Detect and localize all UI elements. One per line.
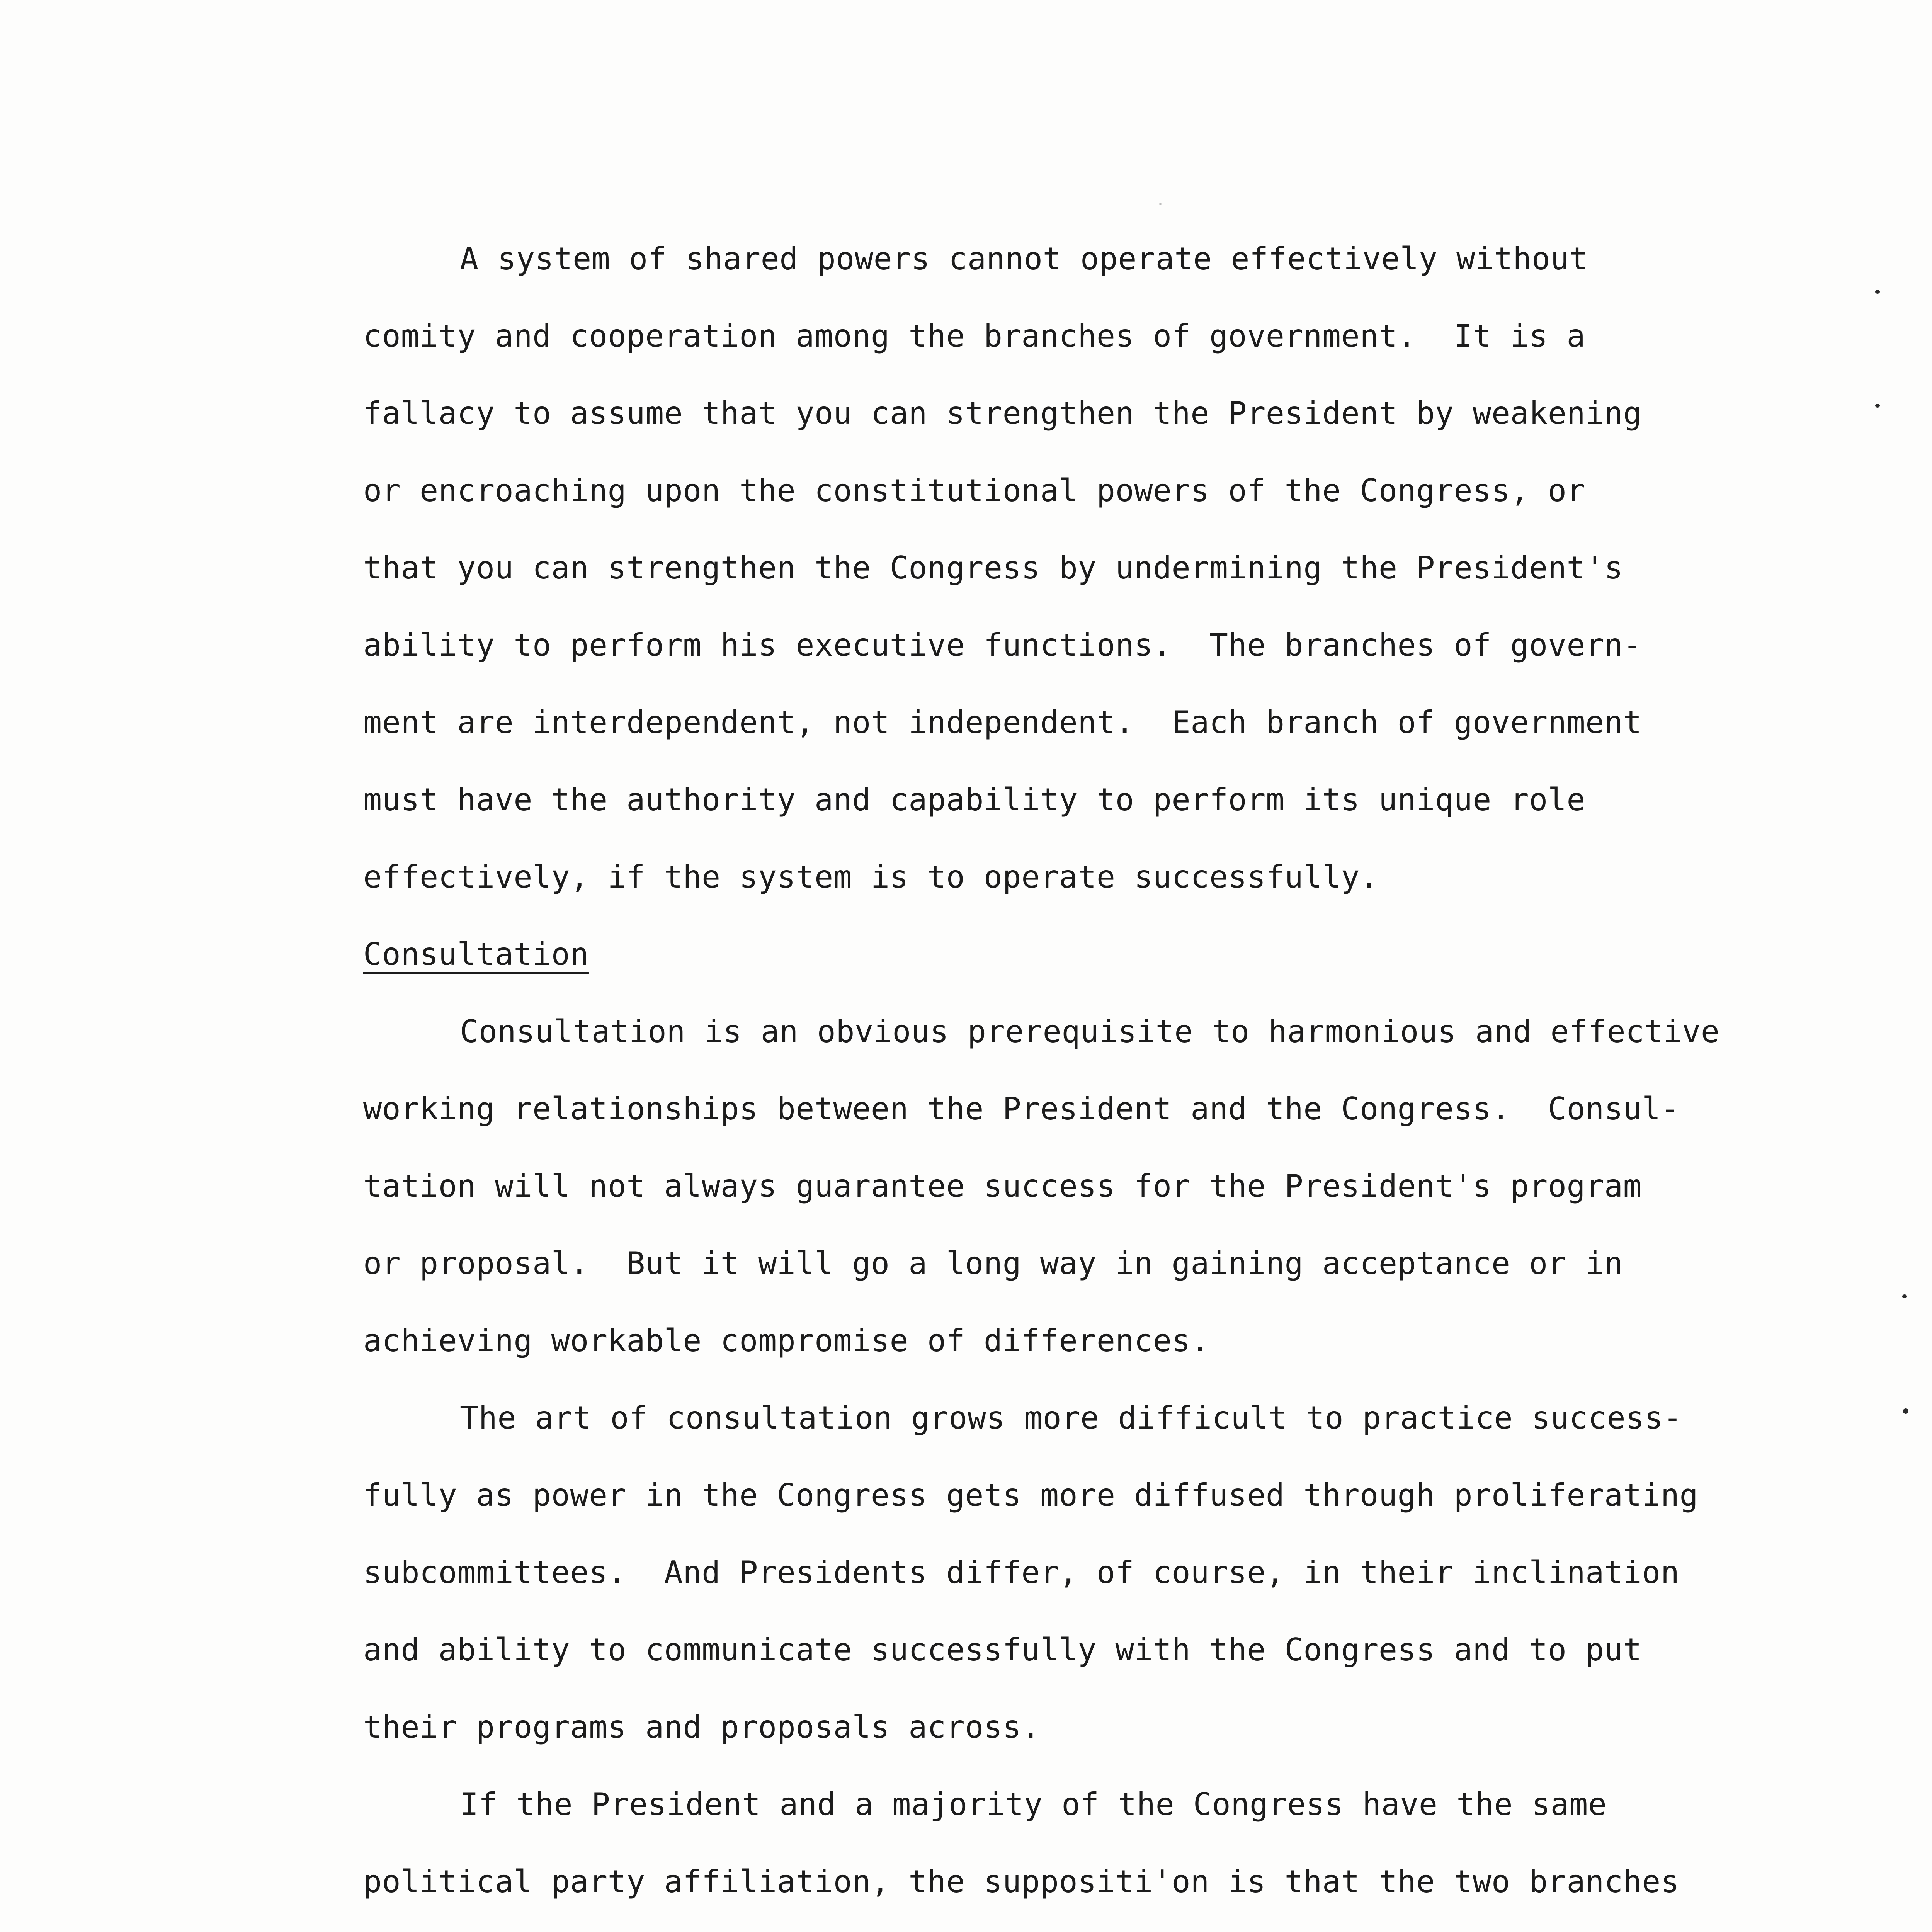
scan-speck (1875, 290, 1880, 294)
paragraph-1-line-9: effectively, if the system is to operate successfully. (363, 859, 1379, 895)
paragraph-3-line-1: The art of consultation grows more difficult to practice success- (460, 1400, 1682, 1436)
paragraph-3-line-4: and ability to communicate successfully with the Congress and to put (363, 1632, 1642, 1668)
paragraph-1-line-7: ment are interdependent, not independent. Each branch of government (363, 704, 1642, 740)
scan-speck (1903, 1408, 1908, 1414)
section-heading-consultation: Consultation (363, 936, 589, 972)
paragraph-2-line-3: tation will not always guarantee success for the President's program (363, 1168, 1642, 1204)
paragraph-2-line-2: working relationships between the President and the Congress. Consul- (363, 1091, 1680, 1127)
paragraph-4-line-2: political party affiliation, the suppositi'on is that the two branches (363, 1864, 1680, 1900)
scan-speck (1875, 404, 1880, 408)
paragraph-2-line-5: achieving workable compromise of differences. (363, 1323, 1209, 1359)
paragraph-1-line-4: or encroaching upon the constitutional powers of the Congress, or (363, 473, 1586, 509)
paragraph-1-line-5: that you can strengthen the Congress by undermining the President's (363, 550, 1623, 586)
scan-speck (1902, 1294, 1907, 1298)
paragraph-3-line-3: subcommittees. And Presidents differ, of course, in their inclination (363, 1554, 1680, 1590)
paragraph-1-line-8: must have the authority and capability to perform its unique role (363, 782, 1586, 818)
paragraph-1-line-2: comity and cooperation among the branches of government. It is a (363, 318, 1586, 354)
paragraph-1-line-3: fallacy to assume that you can strengthen the President by weakening (363, 395, 1642, 431)
paragraph-3-line-2: fully as power in the Congress gets more diffused through proliferating (363, 1477, 1699, 1513)
paragraph-4-line-1: If the President and a majority of the Congress have the same (460, 1786, 1607, 1822)
paragraph-1-line-6: ability to perform his executive functions. The branches of govern- (363, 627, 1642, 663)
paragraph-1-line-1: A system of shared powers cannot operate effectively without (460, 241, 1588, 277)
paragraph-3-line-5: their programs and proposals across. (363, 1709, 1040, 1745)
paragraph-2-line-1: Consultation is an obvious prerequisite to harmonious and effective (460, 1014, 1720, 1049)
paragraph-2-line-4: or proposal. But it will go a long way in gaining acceptance or in (363, 1245, 1623, 1281)
scan-speck (1159, 203, 1162, 205)
